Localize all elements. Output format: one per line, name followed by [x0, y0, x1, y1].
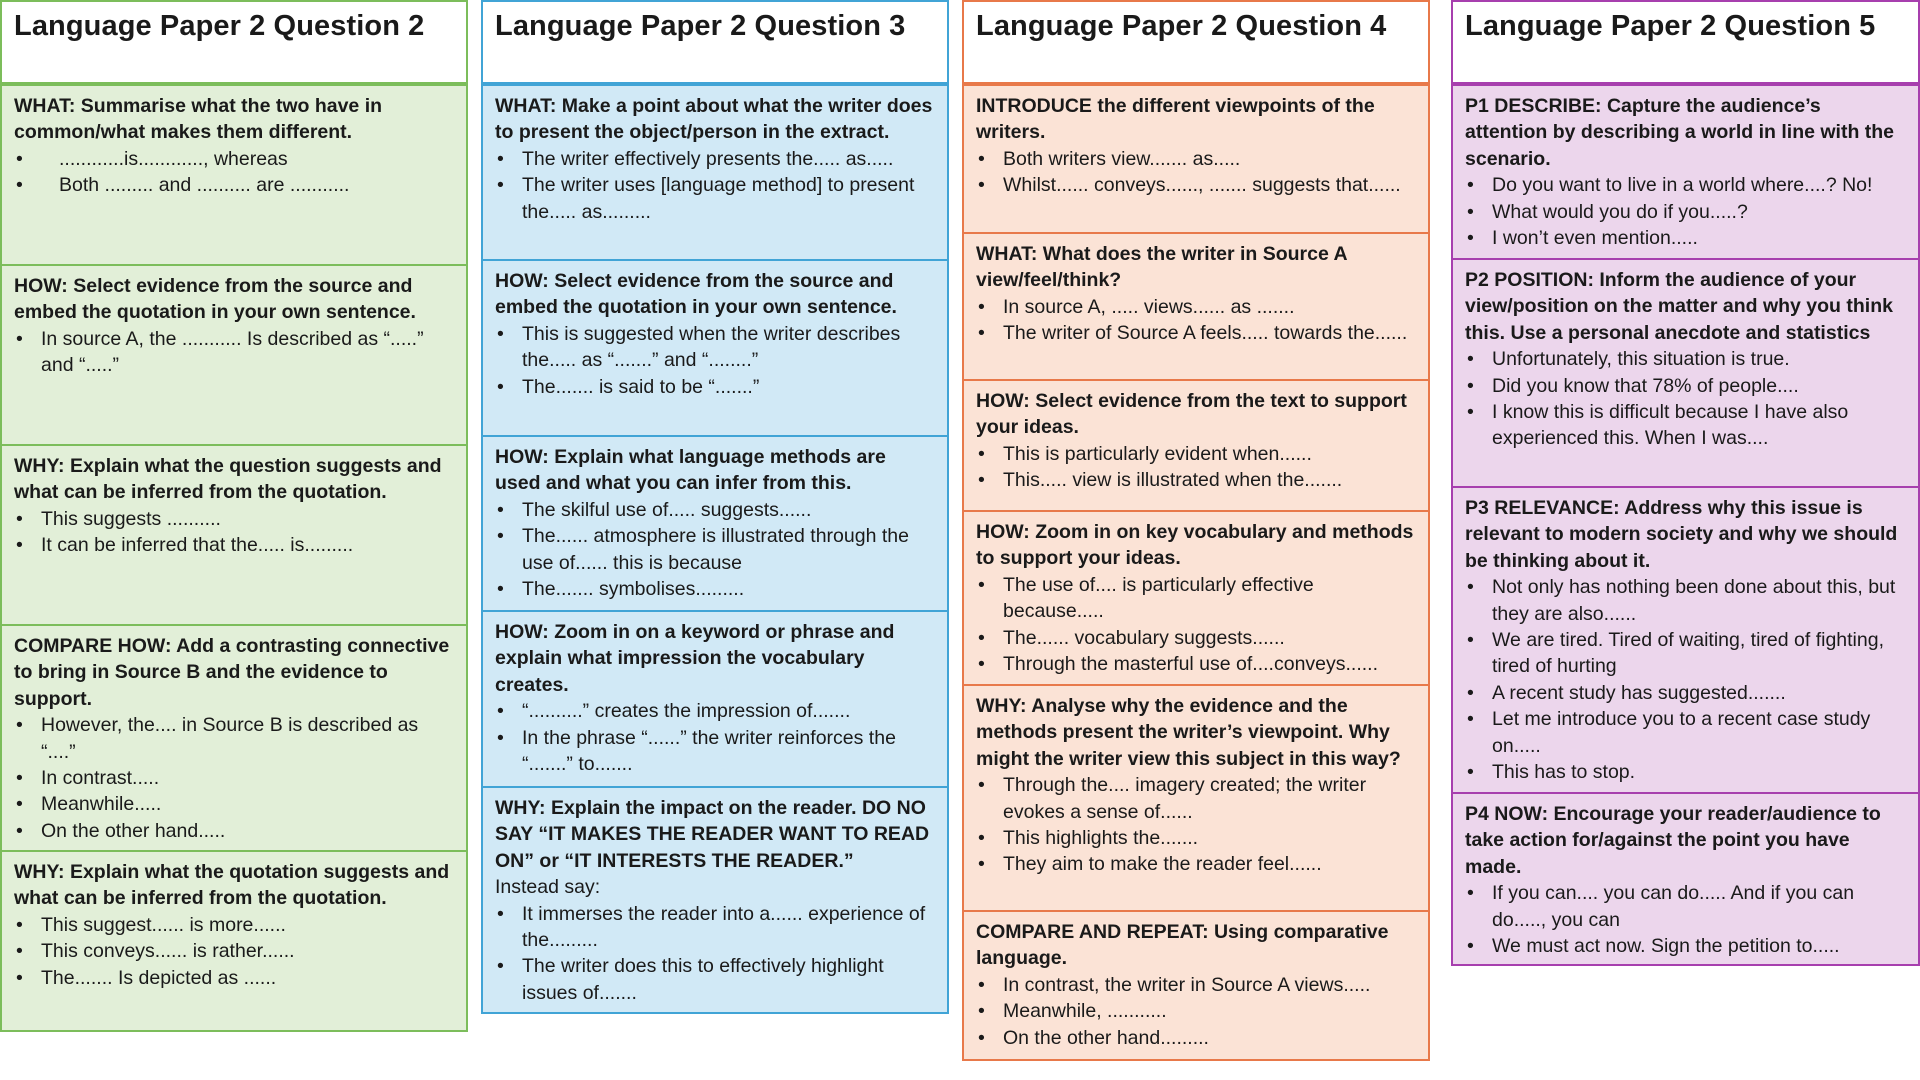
list-item: • In the phrase “......” the writer reinforces the “.......” to.......	[495, 725, 935, 778]
list-item: • Do you want to live in a world where....? No!	[1465, 172, 1906, 198]
bullet-list	[495, 901, 935, 1007]
box-heading: P4 NOW: Encourage your reader/audience to take action for/against the point you have made.	[1465, 803, 1881, 878]
list-item: • It immerses the reader into a...... experience of the.........	[495, 901, 935, 954]
list-item: • However, the.... in Source B is described as “....”	[14, 712, 454, 765]
bullet-list	[976, 441, 1416, 494]
box-how-zoom	[481, 612, 949, 788]
box-heading: COMPARE AND REPEAT: Using comparative language.	[976, 921, 1389, 970]
list-item: • Through the masterful use of....conveys......	[976, 651, 1416, 677]
bullet-list	[1465, 172, 1906, 251]
bullet-list	[495, 321, 935, 400]
box-how-evidence	[481, 261, 949, 437]
column-question-5	[1451, 0, 1920, 966]
list-item: • The use of.... is particularly effective because.....	[976, 572, 1416, 625]
bullet-list	[14, 712, 454, 844]
bullet-list	[976, 972, 1416, 1051]
list-item: • The writer effectively presents the..... as.....	[495, 146, 935, 172]
list-item: • This has to stop.	[1465, 759, 1906, 785]
bullet-list	[976, 294, 1416, 347]
list-item: • The writer uses [language method] to present the..... as.........	[495, 172, 935, 225]
list-item: • The...... vocabulary suggests......	[976, 625, 1416, 651]
list-item: • If you can.... you can do..... And if you can do....., you can	[1465, 880, 1906, 933]
instead-say-label: Instead say:	[495, 876, 601, 899]
list-item: • Meanwhile, ...........	[976, 998, 1416, 1024]
box-compare-repeat	[962, 912, 1430, 1061]
bullet-list	[1465, 346, 1906, 452]
bullet-list	[1465, 574, 1906, 785]
list-item: • On the other hand.........	[976, 1025, 1416, 1051]
box-why-analyse	[962, 686, 1430, 912]
list-item: • “..........” creates the impression of.......	[495, 698, 935, 724]
list-item: • In source A, ..... views...... as .......	[976, 294, 1416, 320]
box-why-impact	[481, 788, 949, 1014]
bullet-list	[976, 146, 1416, 199]
box-heading: P3 RELEVANCE: Address why this issue is relevant to modern society and why we should be thinking about it.	[1465, 497, 1898, 572]
bullet-list	[495, 698, 935, 777]
column-question-3	[481, 0, 949, 1014]
list-item: • The skilful use of..... suggests......	[495, 497, 935, 523]
list-item: • In source A, the ........... Is described as “.....” and “.....”	[14, 326, 454, 379]
list-item: • This suggests ..........	[14, 506, 454, 532]
box-what	[962, 234, 1430, 381]
list-item: • Let me introduce you to a recent case study on.....	[1465, 706, 1906, 759]
box-heading: WHAT: Summarise what the two have in common/what makes them different.	[14, 95, 383, 144]
box-p4-now	[1451, 794, 1920, 966]
bullet-list	[14, 506, 454, 559]
box-how-language	[481, 437, 949, 612]
box-how	[0, 266, 468, 446]
list-item: • Whilst...... conveys......, ....... suggests that......	[976, 172, 1416, 198]
list-item: • This highlights the.......	[976, 825, 1416, 851]
box-heading: WHY: Explain the impact on the reader. DO NO SAY “IT MAKES THE READER WANT TO READ ON” or “IT INTERESTS THE READER.”	[495, 797, 930, 872]
list-item: • This..... view is illustrated when the.......	[976, 467, 1416, 493]
box-heading: P2 POSITION: Inform the audience of your view/position on the matter and why you think this. Use a personal anecdote and statistics	[1465, 269, 1893, 344]
list-item: • I know this is difficult because I have also experienced this. When I was....	[1465, 399, 1906, 452]
list-item: • Meanwhile.....	[14, 791, 454, 817]
list-item: • Did you know that 78% of people....	[1465, 373, 1906, 399]
list-item: • We are tired. Tired of waiting, tired of fighting, tired of hurting	[1465, 627, 1906, 680]
list-item: • This suggest...... is more......	[14, 912, 454, 938]
bullet-list	[495, 497, 935, 603]
bullet-list	[1465, 880, 1906, 959]
box-p2-position	[1451, 260, 1920, 488]
list-item: • This is particularly evident when......	[976, 441, 1416, 467]
box-heading: HOW: Select evidence from the source and embed the quotation in your own sentence.	[14, 275, 416, 324]
list-item: • The....... symbolises.........	[495, 576, 935, 602]
box-why	[0, 446, 468, 626]
list-item: • What would you do if you.....?	[1465, 199, 1906, 225]
list-item: • Unfortunately, this situation is true.	[1465, 346, 1906, 372]
list-item: • Not only has nothing been done about this, but they are also......	[1465, 574, 1906, 627]
box-heading: WHY: Explain what the quotation suggests and what can be inferred from the quotation.	[14, 861, 450, 910]
column-title: Language Paper 2 Question 4	[962, 0, 1430, 86]
box-what	[0, 86, 468, 266]
box-heading: HOW: Explain what language methods are used and what you can infer from this.	[495, 446, 886, 495]
list-item: • The...... atmosphere is illustrated through the use of...... this is because	[495, 523, 935, 576]
column-question-4	[962, 0, 1430, 1061]
list-item: • The writer of Source A feels..... towards the......	[976, 320, 1416, 346]
column-title: Language Paper 2 Question 3	[481, 0, 949, 86]
box-how-evidence	[962, 381, 1430, 512]
list-item: • The writer does this to effectively highlight issues of.......	[495, 953, 935, 1006]
bullet-list	[14, 326, 454, 379]
box-why-quotation	[0, 852, 468, 1032]
box-how-zoom	[962, 512, 1430, 686]
box-heading: WHAT: What does the writer in Source A view/feel/think?	[976, 243, 1347, 292]
list-item: • It can be inferred that the..... is.........	[14, 532, 454, 558]
bullet-list	[14, 146, 454, 199]
column-title: Language Paper 2 Question 2	[0, 0, 468, 86]
box-heading: COMPARE HOW: Add a contrasting connective to bring in Source B and the evidence to support.	[14, 635, 450, 710]
box-heading: HOW: Select evidence from the source and embed the quotation in your own sentence.	[495, 270, 897, 319]
box-compare-how	[0, 626, 468, 852]
list-item: • This is suggested when the writer describes the..... as “.......” and “........”	[495, 321, 935, 374]
list-item: • On the other hand.....	[14, 818, 454, 844]
bullet-list	[14, 912, 454, 991]
bullet-list	[976, 572, 1416, 678]
box-heading: P1 DESCRIBE: Capture the audience’s attention by describing a world in line with the scenario.	[1465, 95, 1895, 170]
list-item: • Both writers view....... as.....	[976, 146, 1416, 172]
list-item: • We must act now. Sign the petition to.....	[1465, 933, 1906, 959]
box-heading: INTRODUCE the different viewpoints of the writers.	[976, 95, 1375, 144]
box-heading: HOW: Zoom in on key vocabulary and methods to support your ideas.	[976, 521, 1414, 570]
box-heading: WHAT: Make a point about what the writer does to present the object/person in the extract.	[495, 95, 933, 144]
list-item: • A recent study has suggested.......	[1465, 680, 1906, 706]
list-item: • I won’t even mention.....	[1465, 225, 1906, 251]
box-p1-describe	[1451, 86, 1920, 260]
box-heading: HOW: Zoom in on a keyword or phrase and explain what impression the vocabulary creates.	[495, 621, 895, 696]
box-what	[481, 86, 949, 261]
box-heading: WHY: Explain what the question suggests and what can be inferred from the quotation.	[14, 455, 442, 504]
list-item: • Both ......... and .......... are ...........	[14, 172, 454, 198]
bullet-list	[976, 772, 1416, 878]
list-item: • They aim to make the reader feel......	[976, 851, 1416, 877]
list-item: • In contrast.....	[14, 765, 454, 791]
box-heading: HOW: Select evidence from the text to support your ideas.	[976, 390, 1407, 439]
column-question-2	[0, 0, 468, 1032]
list-item: • The....... is said to be “.......”	[495, 374, 935, 400]
list-item: • This conveys...... is rather......	[14, 938, 454, 964]
list-item: • The....... Is depicted as ......	[14, 965, 454, 991]
list-item: • Through the.... imagery created; the writer evokes a sense of......	[976, 772, 1416, 825]
column-title: Language Paper 2 Question 5	[1451, 0, 1920, 86]
box-p3-relevance	[1451, 488, 1920, 794]
box-heading: WHY: Analyse why the evidence and the methods present the writer’s viewpoint. Why might the writer view this subject in this way?	[976, 695, 1401, 770]
bullet-list	[495, 146, 935, 225]
list-item: • In contrast, the writer in Source A views.....	[976, 972, 1416, 998]
list-item: • ............is............, whereas	[14, 146, 454, 172]
box-introduce	[962, 86, 1430, 234]
